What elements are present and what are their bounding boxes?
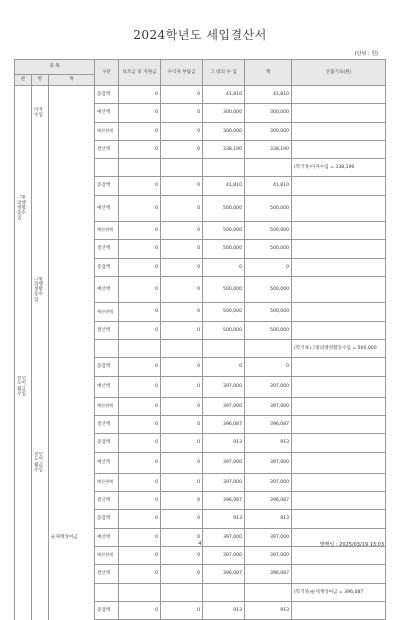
cell-total: 500,000 <box>245 303 292 321</box>
cell-bojo: 0 <box>119 601 161 619</box>
cell-basis <box>292 547 386 565</box>
table-row <box>15 195 386 221</box>
table-row <box>15 416 386 434</box>
cell-gwan <box>15 601 32 619</box>
cell-gwan <box>15 452 32 473</box>
cell-bojo <box>119 340 161 358</box>
table-row <box>15 159 386 177</box>
cell-other <box>203 159 245 177</box>
cell-mok <box>49 547 95 565</box>
cell-total: 397,000 <box>245 376 292 397</box>
cell-basis <box>292 303 386 321</box>
table-row <box>15 277 386 303</box>
cell-basis <box>292 473 386 491</box>
cell-hang <box>32 240 49 258</box>
cell-suik: 0 <box>161 277 203 303</box>
cell-suik: 0 <box>161 303 203 321</box>
cell-gwan <box>15 222 32 240</box>
cell-basis <box>292 601 386 619</box>
cell-gubun: 예산현액 <box>95 473 119 491</box>
cell-other: 500,000 <box>203 321 245 339</box>
cell-other: 0 <box>203 258 245 276</box>
cell-bojo: 0 <box>119 140 161 158</box>
cell-gubun: 예산현액 <box>95 122 119 140</box>
cell-other: 397,000 <box>203 528 245 546</box>
cell-gubun: 예산액 <box>95 528 119 546</box>
table-row <box>15 177 386 195</box>
cell-hang <box>32 583 49 601</box>
cell-other <box>203 583 245 601</box>
table-row <box>15 547 386 565</box>
cell-gubun: 증감액 <box>95 258 119 276</box>
cell-bojo <box>119 583 161 601</box>
cell-hang <box>32 122 49 140</box>
cell-gubun: 증감액 <box>95 510 119 528</box>
cell-suik: 0 <box>161 258 203 276</box>
cell-suik: 0 <box>161 434 203 452</box>
cell-gubun: 예산액 <box>95 104 119 122</box>
cell-total: 397,000 <box>245 452 292 473</box>
cell-hang <box>32 473 49 491</box>
cell-hang <box>32 416 49 434</box>
cell-other: 397,000 <box>203 547 245 565</box>
table-row <box>15 303 386 321</box>
cell-other: 397,000 <box>203 397 245 415</box>
cell-mok <box>49 195 95 221</box>
cell-hang <box>32 376 49 397</box>
cell-other: 500,000 <box>203 277 245 303</box>
cell-gwan <box>15 492 32 510</box>
cell-other: 913 <box>203 601 245 619</box>
table-row <box>15 583 386 601</box>
cell-total: 338,190 <box>245 140 292 158</box>
cell-gwan <box>15 583 32 601</box>
header-mok: 목 <box>49 75 95 86</box>
cell-total: 397,000 <box>245 528 292 546</box>
cell-basis <box>292 434 386 452</box>
cell-mok: 순세계잉여금 <box>49 528 95 546</box>
cell-gwan <box>15 240 32 258</box>
cell-hang <box>32 321 49 339</box>
cell-other: 500,000 <box>203 195 245 221</box>
cell-gubun: 예산액 <box>95 452 119 473</box>
cell-hang: 그밖의행정활동수입 <box>32 277 49 303</box>
cell-hang <box>32 159 49 177</box>
cell-basis <box>292 510 386 528</box>
header-bojo: 보조금 및 지원금 <box>119 60 161 86</box>
cell-mok <box>49 358 95 376</box>
cell-bojo: 0 <box>119 177 161 195</box>
cell-suik <box>161 583 203 601</box>
cell-other: 41,810 <box>203 177 245 195</box>
header-hang: 항 <box>32 75 49 86</box>
cell-gwan <box>15 397 32 415</box>
table-row <box>15 601 386 619</box>
cell-gubun <box>95 340 119 358</box>
cell-suik: 0 <box>161 492 203 510</box>
cell-hang <box>32 195 49 221</box>
table-row <box>15 473 386 491</box>
cell-basis: (학기목)그밖의행정활동수입 = 500,000 <box>292 340 386 358</box>
cell-basis <box>292 452 386 473</box>
cell-gwan <box>15 565 32 583</box>
cell-total: 41,810 <box>245 177 292 195</box>
cell-basis <box>292 122 386 140</box>
cell-suik: 0 <box>161 547 203 565</box>
cell-bojo: 0 <box>119 565 161 583</box>
cell-suik: 0 <box>161 86 203 104</box>
cell-suik: 0 <box>161 452 203 473</box>
cell-bojo: 0 <box>119 240 161 258</box>
cell-basis <box>292 321 386 339</box>
cell-suik: 0 <box>161 416 203 434</box>
cell-hang <box>32 358 49 376</box>
cell-other: 500,000 <box>203 222 245 240</box>
cell-suik: 0 <box>161 321 203 339</box>
cell-mok <box>49 140 95 158</box>
cell-gubun: 결산액 <box>95 321 119 339</box>
cell-gwan <box>15 277 32 303</box>
header-gwan: 관 <box>15 75 32 86</box>
table-row <box>15 258 386 276</box>
cell-hang <box>32 565 49 583</box>
cell-gwan <box>15 86 32 104</box>
cell-gubun: 증감액 <box>95 86 119 104</box>
cell-bojo: 0 <box>119 104 161 122</box>
cell-suik <box>161 159 203 177</box>
cell-gubun <box>95 159 119 177</box>
cell-basis <box>292 177 386 195</box>
cell-hang <box>32 601 49 619</box>
table-row <box>15 452 386 473</box>
header-basis: 산출기초(원) <box>292 60 386 86</box>
cell-total: 396,087 <box>245 565 292 583</box>
cell-other: 41,810 <box>203 86 245 104</box>
cell-total: 396,087 <box>245 492 292 510</box>
cell-mok <box>49 177 95 195</box>
cell-gwan <box>15 340 32 358</box>
cell-total: 500,000 <box>245 195 292 221</box>
cell-other: 300,000 <box>203 104 245 122</box>
table-row <box>15 321 386 339</box>
cell-mok <box>49 397 95 415</box>
cell-total: 300,000 <box>245 104 292 122</box>
cell-other: 338,190 <box>203 140 245 158</box>
table-row <box>15 510 386 528</box>
cell-total: 500,000 <box>245 222 292 240</box>
cell-basis <box>292 492 386 510</box>
cell-mok <box>49 104 95 122</box>
cell-suik: 0 <box>161 397 203 415</box>
cell-other: 0 <box>203 358 245 376</box>
cell-basis <box>292 565 386 583</box>
issue-date: 발행일 : 2025/03/19 13:03 <box>319 542 384 548</box>
cell-bojo: 0 <box>119 277 161 303</box>
table-row <box>15 122 386 140</box>
cell-basis: (학기목)이자수입 = 338,190 <box>292 159 386 177</box>
cell-other: 396,087 <box>203 416 245 434</box>
table-row <box>15 397 386 415</box>
cell-gubun: 증감액 <box>95 358 119 376</box>
cell-basis <box>292 104 386 122</box>
cell-suik: 0 <box>161 195 203 221</box>
cell-gwan <box>15 473 32 491</box>
cell-gwan <box>15 510 32 528</box>
cell-hang <box>32 177 49 195</box>
cell-suik: 0 <box>161 140 203 158</box>
cell-bojo: 0 <box>119 321 161 339</box>
cell-mok <box>49 565 95 583</box>
table-row <box>15 565 386 583</box>
cell-total: 913 <box>245 601 292 619</box>
cell-bojo: 0 <box>119 195 161 221</box>
cell-gwan <box>15 122 32 140</box>
header-other-income: 그 밖의 수 입 <box>203 60 245 86</box>
unit-label: (단위 : 원) <box>354 51 378 57</box>
cell-other: 913 <box>203 434 245 452</box>
cell-mok <box>49 452 95 473</box>
cell-hang <box>32 547 49 565</box>
cell-hang <box>32 492 49 510</box>
cell-gubun: 증감액 <box>95 177 119 195</box>
cell-basis <box>292 86 386 104</box>
cell-bojo: 0 <box>119 528 161 546</box>
cell-gwan <box>15 258 32 276</box>
cell-hang <box>32 303 49 321</box>
cell-mok <box>49 240 95 258</box>
cell-total: 913 <box>245 510 292 528</box>
cell-hang <box>32 397 49 415</box>
cell-other: 397,000 <box>203 473 245 491</box>
cell-bojo: 0 <box>119 303 161 321</box>
cell-mok <box>49 122 95 140</box>
cell-other: 397,000 <box>203 376 245 397</box>
cell-other: 500,000 <box>203 240 245 258</box>
cell-gubun: 예산액 <box>95 376 119 397</box>
cell-bojo: 0 <box>119 376 161 397</box>
cell-bojo: 0 <box>119 510 161 528</box>
table-row <box>15 376 386 397</box>
cell-basis <box>292 140 386 158</box>
table-row <box>15 492 386 510</box>
cell-total: 300,000 <box>245 122 292 140</box>
cell-gubun: 증감액 <box>95 434 119 452</box>
cell-suik: 0 <box>161 122 203 140</box>
cell-hang: 이자수입 <box>32 104 49 122</box>
cell-gwan <box>15 303 32 321</box>
cell-gwan: 그밖의행정활동수입 <box>15 195 32 221</box>
cell-total: 0 <box>245 258 292 276</box>
page-title: 2024학년도 세입결산서 <box>133 28 267 42</box>
cell-hang <box>32 434 49 452</box>
cell-suik: 0 <box>161 177 203 195</box>
cell-mok <box>49 277 95 303</box>
cell-gwan <box>15 159 32 177</box>
cell-gubun: 예산액 <box>95 277 119 303</box>
cell-total: 397,000 <box>245 473 292 491</box>
cell-bojo: 0 <box>119 358 161 376</box>
cell-bojo <box>119 159 161 177</box>
cell-bojo: 0 <box>119 473 161 491</box>
table-row <box>15 240 386 258</box>
cell-basis <box>292 195 386 221</box>
cell-other: 913 <box>203 510 245 528</box>
cell-suik: 0 <box>161 104 203 122</box>
table-row <box>15 86 386 104</box>
cell-mok <box>49 416 95 434</box>
cell-basis <box>292 240 386 258</box>
cell-gubun: 예산액 <box>95 195 119 221</box>
cell-suik: 0 <box>161 376 203 397</box>
cell-mok <box>49 601 95 619</box>
table-row <box>15 140 386 158</box>
cell-mok <box>49 583 95 601</box>
cell-bojo: 0 <box>119 547 161 565</box>
cell-gwan <box>15 434 32 452</box>
cell-gwan <box>15 358 32 376</box>
cell-total: 41,810 <box>245 86 292 104</box>
cell-mok <box>49 86 95 104</box>
cell-gwan <box>15 177 32 195</box>
table-row <box>15 358 386 376</box>
cell-other: 396,087 <box>203 492 245 510</box>
cell-bojo: 0 <box>119 122 161 140</box>
cell-mok <box>49 473 95 491</box>
cell-suik <box>161 340 203 358</box>
cell-other: 300,000 <box>203 122 245 140</box>
cell-bojo: 0 <box>119 416 161 434</box>
cell-gwan <box>15 104 32 122</box>
cell-suik: 0 <box>161 240 203 258</box>
header-suik: 수익자 부담금 <box>161 60 203 86</box>
cell-gwan <box>15 321 32 339</box>
table-body <box>15 86 386 620</box>
cell-suik: 0 <box>161 358 203 376</box>
cell-suik: 0 <box>161 510 203 528</box>
cell-gwan <box>15 140 32 158</box>
cell-gubun: 결산액 <box>95 240 119 258</box>
cell-bojo: 0 <box>119 492 161 510</box>
cell-mok <box>49 340 95 358</box>
table-row <box>15 340 386 358</box>
cell-gwan: 전년도이월금수입 <box>15 376 32 397</box>
cell-basis <box>292 397 386 415</box>
table-row <box>15 104 386 122</box>
cell-total: 396,087 <box>245 416 292 434</box>
cell-suik: 0 <box>161 528 203 546</box>
table-row <box>15 434 386 452</box>
cell-basis <box>292 258 386 276</box>
cell-gubun: 예산현액 <box>95 303 119 321</box>
cell-bojo: 0 <box>119 258 161 276</box>
cell-gubun: 예산현액 <box>95 547 119 565</box>
cell-other: 396,087 <box>203 565 245 583</box>
cell-hang <box>32 140 49 158</box>
cell-total: 500,000 <box>245 321 292 339</box>
page-number: 4 <box>198 541 202 547</box>
cell-gubun: 결산액 <box>95 492 119 510</box>
cell-gubun: 예산현액 <box>95 222 119 240</box>
cell-gubun: 결산액 <box>95 416 119 434</box>
cell-mok <box>49 159 95 177</box>
header-total: 계 <box>245 60 292 86</box>
cell-bojo: 0 <box>119 222 161 240</box>
cell-mok <box>49 492 95 510</box>
cell-gubun <box>95 583 119 601</box>
cell-total: 397,000 <box>245 547 292 565</box>
cell-mok <box>49 510 95 528</box>
cell-bojo: 0 <box>119 452 161 473</box>
cell-hang: 전년도이월금수입 <box>32 452 49 473</box>
cell-mok <box>49 222 95 240</box>
cell-basis <box>292 277 386 303</box>
cell-mok <box>49 376 95 397</box>
cell-total <box>245 159 292 177</box>
cell-total: 500,000 <box>245 277 292 303</box>
table-row <box>15 222 386 240</box>
cell-gubun: 결산액 <box>95 140 119 158</box>
cell-basis <box>292 222 386 240</box>
cell-mok <box>49 321 95 339</box>
cell-suik: 0 <box>161 473 203 491</box>
cell-mok <box>49 258 95 276</box>
cell-hang <box>32 258 49 276</box>
cell-total: 0 <box>245 358 292 376</box>
cell-total: 397,000 <box>245 397 292 415</box>
cell-total <box>245 340 292 358</box>
cell-bojo: 0 <box>119 397 161 415</box>
cell-basis <box>292 416 386 434</box>
cell-basis: (학기목)순세계잉여금 = 396,087 <box>292 583 386 601</box>
header-gubun: 구분 <box>95 60 119 86</box>
cell-other: 500,000 <box>203 303 245 321</box>
cell-hang <box>32 222 49 240</box>
cell-mok <box>49 303 95 321</box>
cell-bojo: 0 <box>119 86 161 104</box>
cell-mok <box>49 434 95 452</box>
cell-hang <box>32 86 49 104</box>
revenue-settlement-table <box>14 59 386 620</box>
cell-other <box>203 340 245 358</box>
cell-basis <box>292 376 386 397</box>
cell-suik: 0 <box>161 222 203 240</box>
cell-total: 913 <box>245 434 292 452</box>
cell-total <box>245 583 292 601</box>
cell-gubun: 결산액 <box>95 565 119 583</box>
cell-gubun: 증감액 <box>95 601 119 619</box>
cell-gubun: 예산현액 <box>95 397 119 415</box>
cell-bojo: 0 <box>119 434 161 452</box>
cell-hang <box>32 510 49 528</box>
cell-suik: 0 <box>161 601 203 619</box>
cell-gwan <box>15 416 32 434</box>
cell-suik: 0 <box>161 565 203 583</box>
cell-gwan <box>15 547 32 565</box>
cell-other: 397,000 <box>203 452 245 473</box>
header-gwamok: 과 목 <box>15 60 95 75</box>
cell-total: 500,000 <box>245 240 292 258</box>
cell-basis <box>292 358 386 376</box>
cell-hang <box>32 340 49 358</box>
